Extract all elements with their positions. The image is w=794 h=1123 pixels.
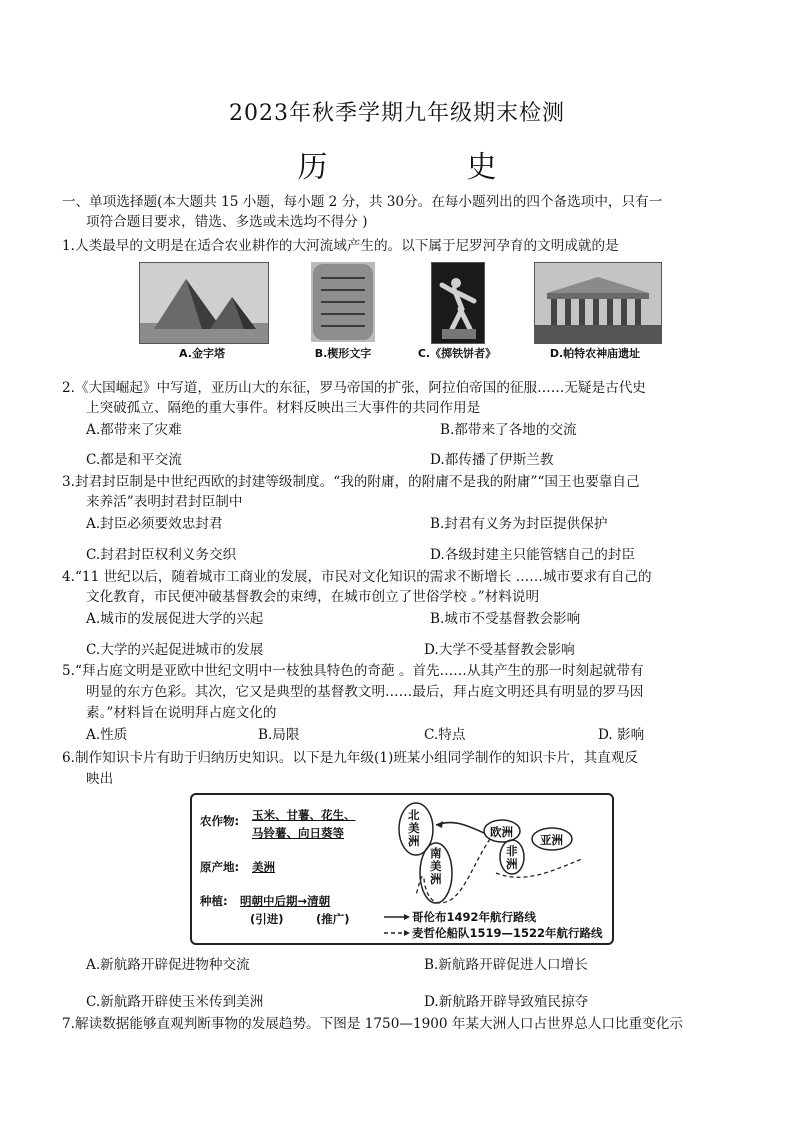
q2-option-d: D.都传播了伊斯兰教 — [430, 452, 554, 468]
legend-lines — [382, 911, 412, 941]
q3-option-c: C.封君封臣权利义务交织 — [86, 547, 237, 563]
q5-stem-cont: 明显的东方色彩。其次，它又是典型的基督教文明……最后，拜占庭文明还具有明显的罗马因 — [86, 684, 644, 700]
q6-stem: 6.制作知识卡片有助于归纳历史知识。以下是九年级(1)班某小组同学制作的知识卡片，其直观反 — [62, 750, 638, 766]
map-label-north-america: 北美洲 — [408, 808, 420, 848]
plant-note-introduce: (引进) — [250, 912, 284, 926]
q3-option-a: A.封臣必须要效忠封君 — [86, 516, 223, 532]
crops-label: 农作物: — [200, 814, 240, 828]
crops-line2: 马铃薯、向日葵等 — [252, 826, 344, 840]
q6-stem-cont: 映出 — [86, 771, 114, 787]
q6-option-b: B.新航路开辟促进人口增长 — [424, 957, 588, 973]
plant-label: 种植: — [200, 894, 228, 908]
q4-option-c: C.大学的兴起促进城市的发展 — [86, 642, 264, 658]
caption-c: C.《掷铁饼者》 — [417, 347, 497, 360]
exam-title: 2023年秋季学期九年级期末检测 — [229, 101, 565, 126]
q1-stem: 1.人类最早的文明是在适合农业耕作的大河流域产生的。以下属于尼罗河孕育的文明成就的是 — [62, 238, 619, 254]
q5-option-c: C.特点 — [424, 727, 466, 743]
q6-option-d: D.新航路开辟导致殖民掠夺 — [424, 994, 589, 1010]
caption-b: B.楔形文字 — [314, 347, 372, 360]
q2-option-b: B.都带来了各地的交流 — [440, 422, 577, 438]
q5-option-d: D. 影响 — [598, 727, 645, 743]
pyramid-image — [139, 262, 269, 344]
cuneiform-tablet-image — [311, 262, 375, 342]
voyage-map — [396, 799, 608, 911]
q3-stem: 3.封君封臣制是中世纪西欧的封建等级制度。“我的附庸，的附庸不是我的附庸”“国王也要靠自己 — [62, 474, 640, 490]
q4-option-b: B.城市不受基督教会影响 — [430, 611, 581, 627]
plant-value: 明朝中后期→清朝 — [240, 894, 331, 908]
knowledge-card — [190, 793, 614, 945]
q4-option-a: A.城市的发展促进大学的兴起 — [86, 611, 264, 627]
map-label-south-america: 南美洲 — [430, 846, 442, 886]
q4-stem: 4.“11 世纪以后，随着城市工商业的发展，市民对文化知识的需求不断增长 ……城市要求有自己的 — [62, 569, 652, 585]
q5-option-b: B.局限 — [258, 727, 300, 743]
map-label-asia: 亚洲 — [540, 833, 563, 847]
subject-title — [0, 142, 794, 186]
q2-option-c: C.都是和平交流 — [86, 452, 182, 468]
q4-stem-cont: 文化教育，市民便冲破基督教会的束缚，在城市创立了世俗学校 。”材料说明 — [86, 589, 540, 605]
q5-stem: 5.“拜占庭文明是亚欧中世纪文明中一枝独具特色的奇葩 。首先……从其产生的那一时刻起就带有 — [62, 663, 644, 679]
origin-label: 原产地: — [200, 860, 240, 874]
legend-magellan: 麦哲伦船队1519—1522年航行路线 — [412, 926, 603, 940]
q5-option-a: A.性质 — [86, 727, 128, 743]
q2-option-a: A.都带来了灾难 — [86, 422, 182, 438]
q3-option-b: B.封君有义务为封臣提供保护 — [430, 516, 608, 532]
section-heading-cont: 项符合题目要求，错选、多选或未选均不得分 ) — [86, 214, 368, 230]
q5-stem-cont2: 素。”材料旨在说明拜占庭文化的 — [86, 705, 277, 721]
q4-option-d: D.大学不受基督教会影响 — [424, 642, 575, 658]
q3-option-d: D.各级封建主只能管辖自己的封臣 — [430, 547, 636, 563]
map-label-africa: 非洲 — [506, 844, 518, 871]
q6-option-a: A.新航路开辟促进物种交流 — [86, 957, 250, 973]
legend-columbus: 哥伦布1492年航行路线 — [412, 910, 537, 924]
parthenon-image — [534, 262, 662, 344]
map-label-europe: 欧洲 — [490, 825, 513, 839]
origin-value: 美洲 — [252, 860, 275, 874]
subject-char-1: 历 — [297, 150, 328, 185]
crops-line1: 玉米、甘薯、花生、 — [252, 808, 356, 822]
q6-option-c: C.新航路开辟使玉米传到美洲 — [86, 994, 264, 1010]
q7-stem: 7.解读数据能够直观判断事物的发展趋势。下图是 1750—1900 年某大洲人口占世界总人口比重变化示 — [62, 1016, 683, 1032]
caption-a: A.金字塔 — [179, 347, 225, 360]
plant-note-spread: (推广) — [316, 912, 350, 926]
section-heading: 一、单项选择题(本大题共 15 小题，每小题 2 分，共 30分。在每小题列出的四个备选项中，只有一 — [62, 194, 663, 210]
caption-d: D.帕特农神庙遗址 — [549, 347, 641, 360]
discobolus-image — [431, 262, 485, 344]
q2-stem-cont: 上突破孤立、隔绝的重大事件。材料反映出三大事件的共同作用是 — [86, 400, 481, 416]
q2-stem: 2.《大国崛起》中写道，亚历山大的东征，罗马帝国的扩张，阿拉伯帝国的征服……无疑是古代史 — [62, 380, 646, 396]
q3-stem-cont: 来养活”表明封君封臣制中 — [86, 494, 243, 510]
subject-char-2: 史 — [466, 150, 497, 185]
